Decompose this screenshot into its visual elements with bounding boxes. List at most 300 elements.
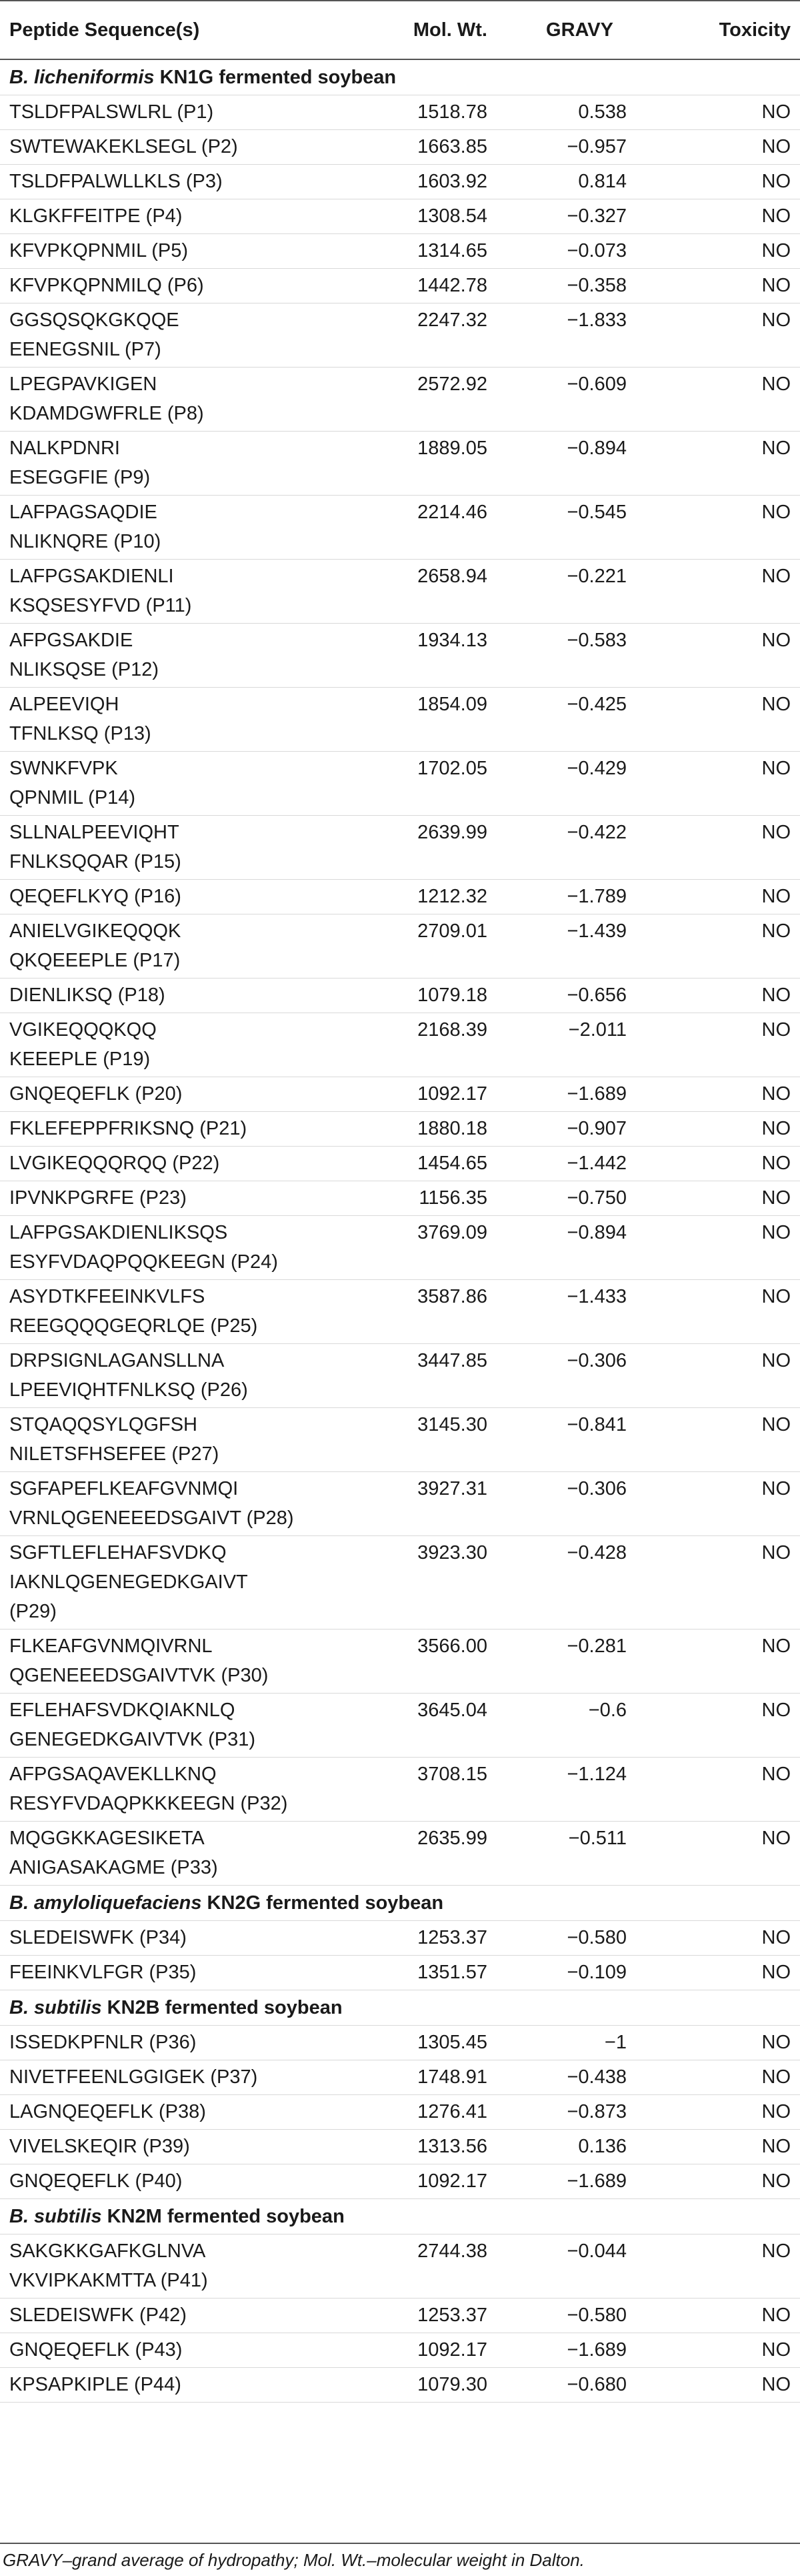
header-mol-wt: Mol. Wt. xyxy=(347,1,510,59)
header-toxicity: Toxicity xyxy=(661,1,800,59)
table-row xyxy=(0,560,800,624)
table-row xyxy=(0,303,800,368)
peptide-sequence-line: NALKPDNRI xyxy=(9,438,120,459)
gravy-cell: −1.689 xyxy=(510,2164,661,2199)
peptide-sequence-cell xyxy=(0,1077,347,1112)
toxicity-cell: NO xyxy=(661,1216,800,1280)
table-row xyxy=(0,1147,800,1181)
peptide-sequence-cell xyxy=(0,1344,347,1408)
table-row xyxy=(0,432,800,496)
peptide-sequence-line: NLIKNQRE (P10) xyxy=(9,531,161,552)
toxicity-cell: NO xyxy=(661,1147,800,1181)
table-row xyxy=(0,2333,800,2368)
mol-wt-cell: 1454.65 xyxy=(347,1147,510,1181)
mol-wt-cell: 3645.04 xyxy=(347,1694,510,1758)
mol-wt-cell: 2744.38 xyxy=(347,2234,510,2299)
peptide-sequence-line: LVGIKEQQQRQQ (P22) xyxy=(9,1153,220,1174)
peptide-sequence-cell xyxy=(0,624,347,688)
mol-wt-cell: 1889.05 xyxy=(347,432,510,496)
peptide-sequence-line: VRNLQGENEEEDSGAIVT (P28) xyxy=(9,1507,294,1529)
toxicity-cell: NO xyxy=(661,1630,800,1694)
peptide-sequence-line: GNQEQEFLK (P40) xyxy=(9,2170,183,2192)
gravy-cell: −0.894 xyxy=(510,1216,661,1280)
toxicity-cell: NO xyxy=(661,368,800,432)
mol-wt-cell: 1253.37 xyxy=(347,2299,510,2333)
mol-wt-cell: 2639.99 xyxy=(347,816,510,880)
gravy-cell: −0.957 xyxy=(510,130,661,165)
peptide-sequence-cell xyxy=(0,816,347,880)
header-gravy: GRAVY xyxy=(510,1,661,59)
mol-wt-cell: 1305.45 xyxy=(347,2026,510,2060)
peptide-sequence-cell xyxy=(0,560,347,624)
peptide-sequence-line: VIVELSKEQIR (P39) xyxy=(9,2136,190,2157)
peptide-sequence-line: EFLEHAFSVDKQIAKNLQ xyxy=(9,1700,235,1721)
peptide-sequence-line: SWNKFVPK xyxy=(9,758,118,779)
mol-wt-cell: 1092.17 xyxy=(347,2333,510,2368)
toxicity-cell: NO xyxy=(661,199,800,234)
toxicity-cell: NO xyxy=(661,560,800,624)
group-species: B. subtilis xyxy=(9,1997,102,2018)
gravy-cell: −1.442 xyxy=(510,1147,661,1181)
mol-wt-cell: 1308.54 xyxy=(347,199,510,234)
peptide-sequence-cell xyxy=(0,496,347,560)
mol-wt-cell: 3145.30 xyxy=(347,1408,510,1472)
peptide-sequence-line: FEEINKVLFGR (P35) xyxy=(9,1962,197,1983)
table-row xyxy=(0,2299,800,2333)
gravy-cell: −0.281 xyxy=(510,1630,661,1694)
peptide-sequence-cell xyxy=(0,1822,347,1886)
table-row xyxy=(0,688,800,752)
peptide-sequence-cell xyxy=(0,2095,347,2130)
toxicity-cell: NO xyxy=(661,165,800,199)
peptide-sequence-line: SAKGKKGAFKGLNVA xyxy=(9,2240,206,2262)
peptide-sequence-cell xyxy=(0,1694,347,1758)
toxicity-cell: NO xyxy=(661,2368,800,2403)
peptide-sequence-line: FLKEAFGVNMQIVRNL xyxy=(9,1636,213,1657)
table-row xyxy=(0,979,800,1013)
toxicity-cell: NO xyxy=(661,1013,800,1077)
peptide-sequence-line: EENEGSNIL (P7) xyxy=(9,339,161,360)
table-row xyxy=(0,2368,800,2403)
toxicity-cell: NO xyxy=(661,234,800,269)
peptide-sequence-line: KSQSESYFVD (P11) xyxy=(9,595,192,616)
peptide-sequence-line: SGFAPEFLKEAFGVNMQI xyxy=(9,1478,239,1499)
peptide-sequence-cell xyxy=(0,1921,347,1956)
gravy-cell: −1.439 xyxy=(510,914,661,979)
peptide-sequence-line: GNQEQEFLK (P43) xyxy=(9,2339,183,2361)
toxicity-cell: NO xyxy=(661,496,800,560)
toxicity-cell: NO xyxy=(661,2234,800,2299)
peptide-sequence-cell xyxy=(0,130,347,165)
mol-wt-cell: 1880.18 xyxy=(347,1112,510,1147)
gravy-cell: −0.656 xyxy=(510,979,661,1013)
table-row xyxy=(0,1181,800,1216)
peptide-sequence-line: ASYDTKFEEINKVLFS xyxy=(9,1286,205,1307)
peptide-sequence-line: ISSEDKPFNLR (P36) xyxy=(9,2032,197,2053)
peptide-sequence-line: NLIKSQSE (P12) xyxy=(9,659,159,680)
table-row xyxy=(0,130,800,165)
gravy-cell: −1.833 xyxy=(510,303,661,368)
toxicity-cell: NO xyxy=(661,130,800,165)
toxicity-cell: NO xyxy=(661,2130,800,2164)
table-row xyxy=(0,880,800,914)
peptide-sequence-line: SGFTLEFLEHAFSVDKQ xyxy=(9,1542,227,1563)
peptide-sequence-line: TSLDFPALSWLRL (P1) xyxy=(9,101,214,123)
table-row xyxy=(0,269,800,303)
mol-wt-cell: 3447.85 xyxy=(347,1344,510,1408)
gravy-cell: −0.044 xyxy=(510,2234,661,2299)
toxicity-cell: NO xyxy=(661,1758,800,1822)
peptide-sequence-line: FNLKSQQAR (P15) xyxy=(9,851,181,872)
table-row xyxy=(0,914,800,979)
toxicity-cell: NO xyxy=(661,979,800,1013)
peptide-sequence-cell xyxy=(0,914,347,979)
gravy-cell: −1 xyxy=(510,2026,661,2060)
peptide-sequence-cell xyxy=(0,199,347,234)
table-row xyxy=(0,1013,800,1077)
mol-wt-cell: 1253.37 xyxy=(347,1921,510,1956)
group-title xyxy=(0,1990,800,2026)
toxicity-cell: NO xyxy=(661,2060,800,2095)
table-row xyxy=(0,752,800,816)
gravy-cell: −1.689 xyxy=(510,1077,661,1112)
mol-wt-cell: 2168.39 xyxy=(347,1013,510,1077)
gravy-cell: −0.358 xyxy=(510,269,661,303)
peptide-sequence-line: SLEDEISWFK (P34) xyxy=(9,1927,187,1948)
gravy-cell: −0.327 xyxy=(510,199,661,234)
peptide-sequence-cell xyxy=(0,1013,347,1077)
mol-wt-cell: 2214.46 xyxy=(347,496,510,560)
toxicity-cell: NO xyxy=(661,1472,800,1536)
toxicity-cell: NO xyxy=(661,1181,800,1216)
toxicity-cell: NO xyxy=(661,432,800,496)
gravy-cell: −0.438 xyxy=(510,2060,661,2095)
table-row xyxy=(0,1216,800,1280)
peptide-sequence-line: STQAQQSYLQGFSH xyxy=(9,1414,197,1435)
peptide-sequence-cell xyxy=(0,2299,347,2333)
mol-wt-cell: 2709.01 xyxy=(347,914,510,979)
peptide-sequence-cell xyxy=(0,752,347,816)
gravy-cell: −0.511 xyxy=(510,1822,661,1886)
peptide-sequence-line: LAFPAGSAQDIE xyxy=(9,502,157,523)
gravy-cell: −0.894 xyxy=(510,432,661,496)
gravy-cell: −0.428 xyxy=(510,1536,661,1630)
peptide-sequence-line: SLEDEISWFK (P42) xyxy=(9,2305,187,2326)
peptide-sequence-cell xyxy=(0,368,347,432)
mol-wt-cell: 1212.32 xyxy=(347,880,510,914)
gravy-cell: −0.306 xyxy=(510,1344,661,1408)
peptide-sequence-line: QGENEEEDSGAIVTVK (P30) xyxy=(9,1665,269,1686)
gravy-cell: −0.425 xyxy=(510,688,661,752)
group-description: KN2G fermented soybean xyxy=(201,1892,444,1914)
peptide-sequence-cell xyxy=(0,1280,347,1344)
peptide-sequence-cell xyxy=(0,1147,347,1181)
group-species: B. licheniformis xyxy=(9,67,155,88)
table-row xyxy=(0,1694,800,1758)
mol-wt-cell: 1934.13 xyxy=(347,624,510,688)
mol-wt-cell: 1663.85 xyxy=(347,130,510,165)
gravy-cell: −0.609 xyxy=(510,368,661,432)
peptide-sequence-line: KFVPKQPNMILQ (P6) xyxy=(9,275,204,296)
peptide-sequence-cell xyxy=(0,1181,347,1216)
toxicity-cell: NO xyxy=(661,914,800,979)
table-row xyxy=(0,1077,800,1112)
table-row xyxy=(0,624,800,688)
table-row xyxy=(0,165,800,199)
mol-wt-cell: 3927.31 xyxy=(347,1472,510,1536)
group-description: KN1G fermented soybean xyxy=(154,67,397,88)
mol-wt-cell: 1092.17 xyxy=(347,1077,510,1112)
peptide-sequence-cell xyxy=(0,1472,347,1536)
table-row xyxy=(0,1536,800,1630)
mol-wt-cell: 1092.17 xyxy=(347,2164,510,2199)
group-title xyxy=(0,59,800,95)
table-row xyxy=(0,1956,800,1990)
peptide-sequence-line: NIVETFEENLGGIGEK (P37) xyxy=(9,2066,258,2088)
mol-wt-cell: 3769.09 xyxy=(347,1216,510,1280)
mol-wt-cell: 3708.15 xyxy=(347,1758,510,1822)
toxicity-cell: NO xyxy=(661,269,800,303)
peptide-sequence-cell xyxy=(0,432,347,496)
peptide-sequence-cell xyxy=(0,688,347,752)
peptide-sequence-line: DIENLIKSQ (P18) xyxy=(9,985,165,1006)
gravy-cell: −0.429 xyxy=(510,752,661,816)
toxicity-cell: NO xyxy=(661,1822,800,1886)
peptide-sequence-cell xyxy=(0,880,347,914)
mol-wt-cell: 1079.30 xyxy=(347,2368,510,2403)
peptide-sequence-line: AFPGSAKDIE xyxy=(9,630,133,651)
toxicity-cell: NO xyxy=(661,2095,800,2130)
group-header-row xyxy=(0,1886,800,1921)
peptide-sequence-line: IPVNKPGRFE (P23) xyxy=(9,1187,187,1209)
gravy-cell: −1.124 xyxy=(510,1758,661,1822)
gravy-cell: −0.6 xyxy=(510,1694,661,1758)
gravy-cell: −2.011 xyxy=(510,1013,661,1077)
gravy-cell: −0.907 xyxy=(510,1112,661,1147)
table-row xyxy=(0,1344,800,1408)
peptide-sequence-line: REEGQQQGEQRLQE (P25) xyxy=(9,1315,258,1337)
peptide-sequence-cell xyxy=(0,269,347,303)
table-row xyxy=(0,816,800,880)
table-header-row xyxy=(0,1,800,59)
table-row xyxy=(0,2130,800,2164)
gravy-cell: −0.422 xyxy=(510,816,661,880)
peptide-sequence-line: ESEGGFIE (P9) xyxy=(9,467,151,488)
gravy-cell: −0.221 xyxy=(510,560,661,624)
group-header-row xyxy=(0,2199,800,2234)
peptide-sequence-line: ESYFVDAQPQQKEEGN (P24) xyxy=(9,1251,278,1273)
table-row xyxy=(0,2164,800,2199)
peptide-sequence-line: VGIKEQQQKQQ xyxy=(9,1019,157,1041)
peptide-sequence-cell xyxy=(0,2026,347,2060)
gravy-cell: −0.306 xyxy=(510,1472,661,1536)
mol-wt-cell: 1518.78 xyxy=(347,95,510,130)
gravy-cell: −1.689 xyxy=(510,2333,661,2368)
group-header-row xyxy=(0,59,800,95)
peptide-sequence-cell xyxy=(0,2130,347,2164)
mol-wt-cell: 2247.32 xyxy=(347,303,510,368)
table-footnote: GRAVY–grand average of hydropathy; Mol. Wt.–molecular weight in Dalton. xyxy=(0,2543,800,2576)
mol-wt-cell: 1314.65 xyxy=(347,234,510,269)
peptide-sequence-line: QEQEFLKYQ (P16) xyxy=(9,886,181,907)
toxicity-cell: NO xyxy=(661,2333,800,2368)
peptide-sequence-line: LAGNQEQEFLK (P38) xyxy=(9,2101,206,2122)
gravy-cell: 0.136 xyxy=(510,2130,661,2164)
peptide-sequence-line: LPEEVIQHTFNLKSQ (P26) xyxy=(9,1379,248,1401)
peptide-sequence-line: ALPEEVIQH xyxy=(9,694,119,715)
peptide-sequence-cell xyxy=(0,1408,347,1472)
peptide-sequence-line: LAFPGSAKDIENLIKSQS xyxy=(9,1222,228,1243)
peptide-sequence-line: LPEGPAVKIGEN xyxy=(9,374,157,395)
group-header-row xyxy=(0,1990,800,2026)
table-row xyxy=(0,95,800,130)
gravy-cell: −0.873 xyxy=(510,2095,661,2130)
peptide-sequence-line: KFVPKQPNMIL (P5) xyxy=(9,240,189,261)
gravy-cell: −0.545 xyxy=(510,496,661,560)
peptide-sequence-line: KLGKFFEITPE (P4) xyxy=(9,205,183,227)
gravy-cell: −0.580 xyxy=(510,1921,661,1956)
table-row xyxy=(0,1921,800,1956)
group-species: B. subtilis xyxy=(9,2206,102,2227)
gravy-cell: 0.538 xyxy=(510,95,661,130)
mol-wt-cell: 2658.94 xyxy=(347,560,510,624)
table-row xyxy=(0,1408,800,1472)
peptide-sequence-cell xyxy=(0,1758,347,1822)
peptide-sequence-line: GGSQSQKGKQQE xyxy=(9,309,179,331)
gravy-cell: −0.841 xyxy=(510,1408,661,1472)
mol-wt-cell: 1702.05 xyxy=(347,752,510,816)
table-row xyxy=(0,2060,800,2095)
toxicity-cell: NO xyxy=(661,688,800,752)
toxicity-cell: NO xyxy=(661,1956,800,1990)
peptide-sequence-cell xyxy=(0,1536,347,1630)
gravy-cell: −0.109 xyxy=(510,1956,661,1990)
peptide-sequence-line: LAFPGSAKDIENLI xyxy=(9,566,174,587)
peptide-sequence-line: GENEGEDKGAIVTVK (P31) xyxy=(9,1729,256,1750)
table-body xyxy=(0,59,800,2403)
table-row xyxy=(0,1472,800,1536)
toxicity-cell: NO xyxy=(661,880,800,914)
peptide-sequence-cell xyxy=(0,303,347,368)
gravy-cell: −1.789 xyxy=(510,880,661,914)
toxicity-cell: NO xyxy=(661,1344,800,1408)
peptide-sequence-line: AFPGSAQAVEKLLKNQ xyxy=(9,1764,217,1785)
toxicity-cell: NO xyxy=(661,2026,800,2060)
peptide-sequence-line: TSLDFPALWLLKLS (P3) xyxy=(9,171,223,192)
peptide-sequence-cell xyxy=(0,2164,347,2199)
mol-wt-cell: 1079.18 xyxy=(347,979,510,1013)
table-row xyxy=(0,1822,800,1886)
toxicity-cell: NO xyxy=(661,1921,800,1956)
mol-wt-cell: 1442.78 xyxy=(347,269,510,303)
toxicity-cell: NO xyxy=(661,1077,800,1112)
table-row xyxy=(0,368,800,432)
toxicity-cell: NO xyxy=(661,624,800,688)
toxicity-cell: NO xyxy=(661,2299,800,2333)
peptide-sequence-line: (P29) xyxy=(9,1601,57,1622)
mol-wt-cell: 2635.99 xyxy=(347,1822,510,1886)
peptide-sequence-cell xyxy=(0,234,347,269)
peptide-sequence-line: SLLNALPEEVIQHT xyxy=(9,822,179,843)
peptide-sequence-line: KEEEPLE (P19) xyxy=(9,1049,151,1070)
peptide-sequence-cell xyxy=(0,1630,347,1694)
peptide-sequence-cell xyxy=(0,2368,347,2403)
mol-wt-cell: 1276.41 xyxy=(347,2095,510,2130)
peptide-sequence-cell xyxy=(0,165,347,199)
peptide-sequence-line: KDAMDGWFRLE (P8) xyxy=(9,403,204,424)
mol-wt-cell: 3587.86 xyxy=(347,1280,510,1344)
peptide-sequence-cell xyxy=(0,95,347,130)
peptide-sequence-line: TFNLKSQ (P13) xyxy=(9,723,151,744)
table-row xyxy=(0,496,800,560)
gravy-cell: −0.680 xyxy=(510,2368,661,2403)
table-row xyxy=(0,2234,800,2299)
gravy-cell: −0.580 xyxy=(510,2299,661,2333)
peptide-sequence-line: VKVIPKAKMTTA (P41) xyxy=(9,2270,208,2291)
gravy-cell: 0.814 xyxy=(510,165,661,199)
toxicity-cell: NO xyxy=(661,816,800,880)
gravy-cell: −0.750 xyxy=(510,1181,661,1216)
table-row xyxy=(0,2026,800,2060)
table-row xyxy=(0,1280,800,1344)
toxicity-cell: NO xyxy=(661,1112,800,1147)
table-row xyxy=(0,1112,800,1147)
mol-wt-cell: 1313.56 xyxy=(347,2130,510,2164)
mol-wt-cell: 1351.57 xyxy=(347,1956,510,1990)
table-row xyxy=(0,1630,800,1694)
peptide-sequence-line: ANIELVGIKEQQQK xyxy=(9,920,181,942)
peptide-sequence-line: SWTEWAKEKLSEGL (P2) xyxy=(9,136,238,157)
peptide-sequence-line: KPSAPKIPLE (P44) xyxy=(9,2374,181,2395)
mol-wt-cell: 1156.35 xyxy=(347,1181,510,1216)
peptide-sequence-line: DRPSIGNLAGANSLLNA xyxy=(9,1350,225,1371)
peptide-sequence-line: IAKNLQGENEGEDKGAIVT xyxy=(9,1571,248,1593)
group-title xyxy=(0,2199,800,2234)
peptide-sequence-cell xyxy=(0,2234,347,2299)
mol-wt-cell: 1603.92 xyxy=(347,165,510,199)
peptide-sequence-cell xyxy=(0,979,347,1013)
group-species: B. amyloliquefaciens xyxy=(9,1892,202,1914)
toxicity-cell: NO xyxy=(661,1694,800,1758)
peptide-sequence-line: ANIGASAKAGME (P33) xyxy=(9,1857,218,1878)
peptide-sequence-cell xyxy=(0,2060,347,2095)
header-sequence: Peptide Sequence(s) xyxy=(0,1,347,59)
toxicity-cell: NO xyxy=(661,1280,800,1344)
mol-wt-cell: 1748.91 xyxy=(347,2060,510,2095)
group-description: KN2M fermented soybean xyxy=(101,2206,345,2227)
toxicity-cell: NO xyxy=(661,1408,800,1472)
peptide-sequence-line: FKLEFEPPFRIKSNQ (P21) xyxy=(9,1118,247,1139)
toxicity-cell: NO xyxy=(661,2164,800,2199)
peptide-sequence-cell xyxy=(0,1956,347,1990)
mol-wt-cell: 3923.30 xyxy=(347,1536,510,1630)
peptide-sequence-line: RESYFVDAQPKKKEEGN (P32) xyxy=(9,1793,288,1814)
peptide-sequence-line: MQGGKKAGESIKETA xyxy=(9,1828,205,1849)
toxicity-cell: NO xyxy=(661,303,800,368)
mol-wt-cell: 1854.09 xyxy=(347,688,510,752)
table-row xyxy=(0,199,800,234)
toxicity-cell: NO xyxy=(661,95,800,130)
peptide-sequence-line: GNQEQEFLK (P20) xyxy=(9,1083,183,1105)
mol-wt-cell: 2572.92 xyxy=(347,368,510,432)
peptide-sequence-line: QPNMIL (P14) xyxy=(9,787,136,808)
table-row xyxy=(0,234,800,269)
gravy-cell: −0.073 xyxy=(510,234,661,269)
toxicity-cell: NO xyxy=(661,752,800,816)
table-row xyxy=(0,2095,800,2130)
peptide-sequence-cell xyxy=(0,1216,347,1280)
group-title xyxy=(0,1886,800,1921)
